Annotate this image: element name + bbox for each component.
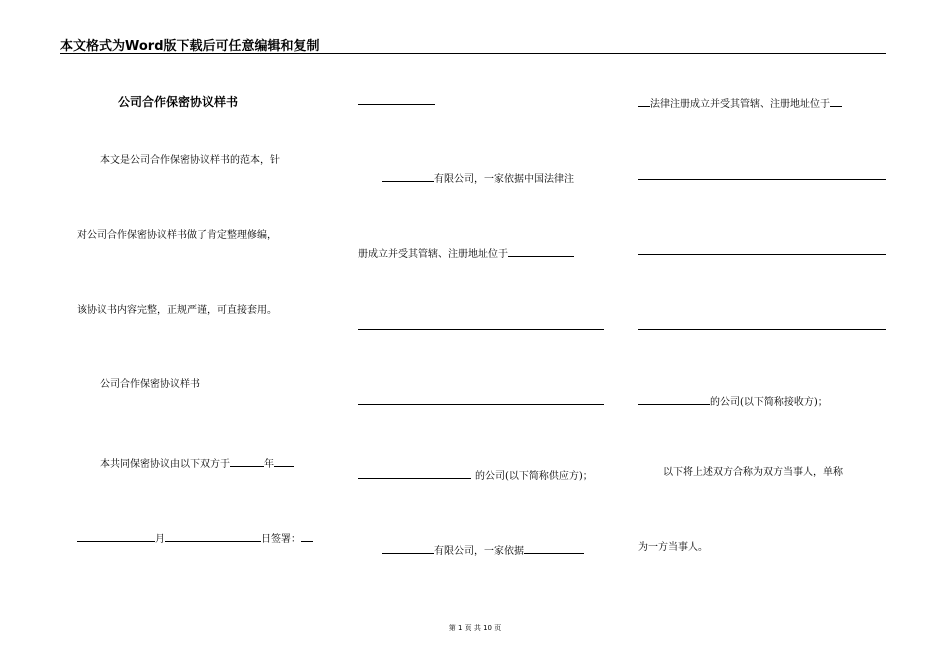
day-blank[interactable] bbox=[165, 530, 261, 542]
party-a-name-blank[interactable] bbox=[358, 104, 435, 105]
year-label: 年 bbox=[264, 459, 274, 470]
party-b-company-text: 有限公司，一家依据 bbox=[434, 546, 524, 557]
supplier-text: 的公司(以下简称供应方)； bbox=[475, 471, 593, 482]
party-b-address-line-3[interactable] bbox=[638, 329, 886, 330]
header-title: 本文格式为Word版下载后可任意编辑和复制 bbox=[60, 39, 320, 54]
intro-line-2: 对公司合作保密协议样书做了肯定整理修编， bbox=[77, 230, 277, 241]
party-a-address-blank[interactable] bbox=[508, 245, 574, 257]
subtitle-line: 公司合作保密协议样书 bbox=[100, 379, 200, 390]
parties-definition-line: 以下将上述双方合称为双方当事人，单称 bbox=[663, 467, 843, 478]
month-blank-start[interactable] bbox=[274, 455, 294, 467]
year-blank[interactable] bbox=[230, 455, 264, 467]
month-label: 月 bbox=[155, 534, 165, 545]
party-b-law-line bbox=[638, 95, 842, 111]
party-b-law-blank[interactable] bbox=[524, 542, 584, 554]
document-title: 公司合作保密协议样书 bbox=[118, 95, 239, 109]
page-header bbox=[60, 37, 886, 54]
party-blank-start[interactable] bbox=[301, 530, 313, 542]
address-blank-line-1[interactable] bbox=[358, 329, 604, 330]
receiver-blank[interactable] bbox=[638, 393, 710, 405]
party-b-address-line-1[interactable] bbox=[638, 179, 886, 180]
receiver-line bbox=[638, 393, 828, 409]
supplier-blank[interactable] bbox=[358, 467, 471, 479]
party-b-address-blank-start[interactable] bbox=[830, 95, 842, 107]
agreement-intro-text: 本共同保密协议由以下双方于 bbox=[100, 459, 230, 470]
party-a-address-line bbox=[358, 245, 574, 261]
signing-date-line bbox=[77, 530, 313, 546]
receiver-text: 的公司(以下简称接收方)； bbox=[710, 397, 828, 408]
party-a-company-line bbox=[382, 170, 574, 186]
party-b-company-line bbox=[382, 542, 584, 558]
address-blank-line-2[interactable] bbox=[358, 404, 604, 405]
day-signed-label: 日签署： bbox=[261, 534, 301, 545]
party-a-company-text: 有限公司，一家依据中国法律注 bbox=[434, 174, 574, 185]
page-footer: 第 1 页 共 10 页 bbox=[448, 624, 502, 632]
party-b-name-blank[interactable] bbox=[382, 542, 434, 554]
intro-line-3: 该协议书内容完整，正规严谨，可直接套用。 bbox=[77, 305, 277, 316]
party-definition-line: 为一方当事人。 bbox=[638, 542, 708, 553]
company-name-blank[interactable] bbox=[382, 170, 434, 182]
intro-line-1: 本文是公司合作保密协议样书的范本，针 bbox=[100, 155, 280, 166]
party-a-address-text: 册成立并受其管辖、注册地址位于 bbox=[358, 249, 508, 260]
month-blank[interactable] bbox=[77, 530, 155, 542]
agreement-date-line bbox=[100, 455, 294, 471]
supplier-line bbox=[358, 467, 593, 483]
party-b-address-line-2[interactable] bbox=[638, 254, 886, 255]
law-country-blank[interactable] bbox=[638, 95, 650, 107]
party-b-law-text: 法律注册成立并受其管辖、注册地址位于 bbox=[650, 99, 830, 110]
